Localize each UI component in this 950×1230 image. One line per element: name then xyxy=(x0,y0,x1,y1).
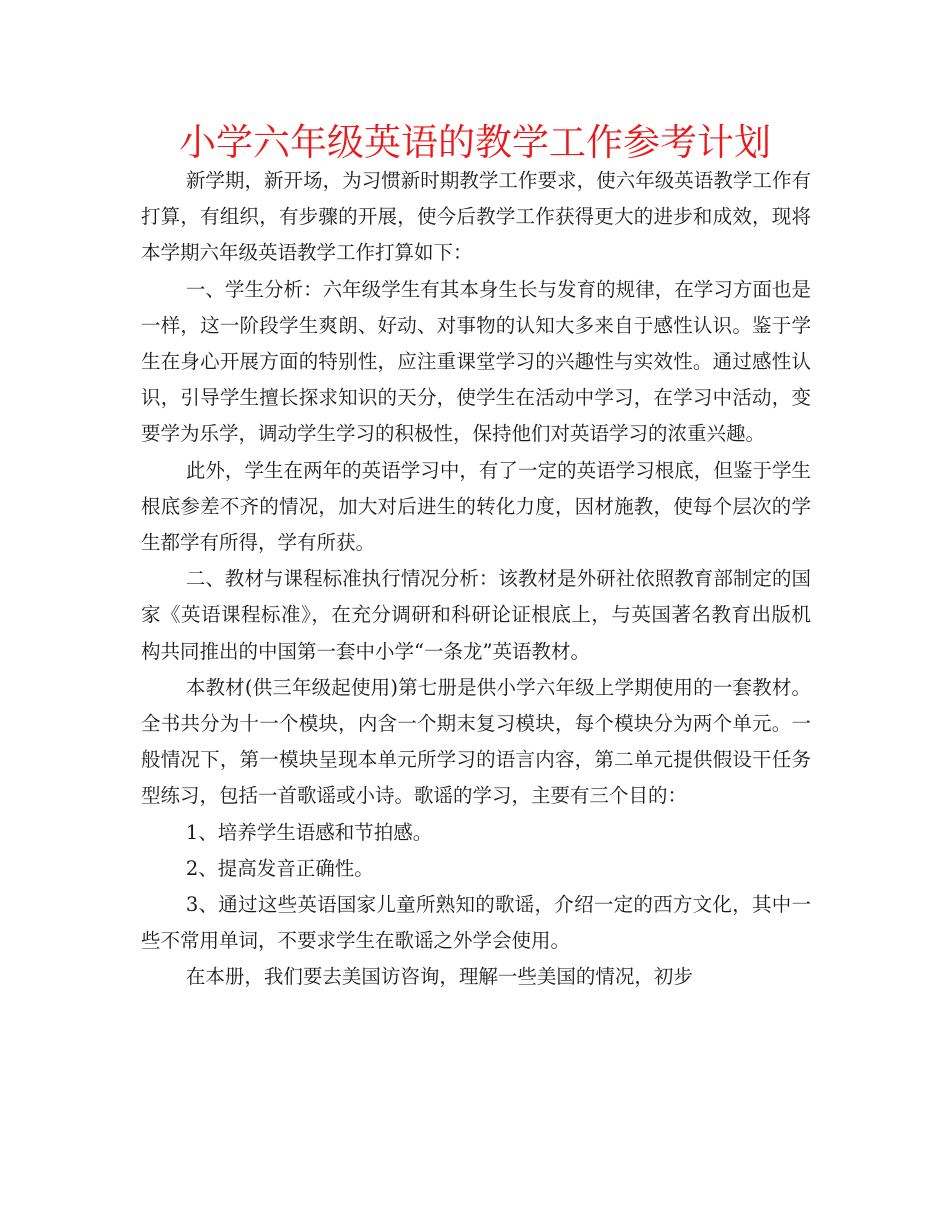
document-body xyxy=(141,163,811,996)
paragraph-textbook-analysis: 二、教材与课程标准执行情况分析：该教材是外研社依照教育部制定的国家《英语课程标准》，在充分调研和科研论证根底上，与英国著名教育出版机构共同推出的中国第一套中小学“一条龙”英语教材。 xyxy=(141,567,811,663)
paragraph-besides: 此外，学生在两年的英语学习中，有了一定的英语学习根底，但鉴于学生根底参差不齐的情况，加大对后进生的转化力度，因材施教，使每个层次的学生都学有所得，学有所获。 xyxy=(141,458,811,555)
paragraph-this-volume: 在本册，我们要去美国访咨询，理解一些美国的情况，初步 xyxy=(185,965,693,989)
list-item-2: 2、提高发音正确性。 xyxy=(185,856,374,880)
paragraph-intro: 新学期，新开场，为习惯新时期教学工作要求，使六年级英语教学工作有打算，有组织，有步骤的开展，使今后教学工作获得更大的进步和成效，现将本学期六年级英语教学工作打算如下： xyxy=(141,169,811,265)
document-title: 小学六年级英语的教学工作参考计划 xyxy=(179,121,771,164)
paragraph-student-analysis: 一、学生分析：六年级学生有其本身生长与发育的规律，在学习方面也是一样，这一阶段学生爽朗、好动、对事物的认知大多来自于感性认识。鉴于学生在身心开展方面的特别性，应注重课堂学习的兴趣性与实效性。通过感性认识，引导学生擅长探求知识的天分，使学生在活动中学习，在学习中活动，变要学为乐学，调动学生学习的积极性，保持他们对英语学习的浓重兴趣。 xyxy=(141,277,811,446)
list-item-3: 3、通过这些英语国家儿童所熟知的歌谣，介绍一定的西方文化，其中一些不常用单词，不要求学生在歌谣之外学会使用。 xyxy=(141,893,811,953)
list-item-1: 1、培养学生语感和节拍感。 xyxy=(185,820,433,844)
paragraph-textbook-structure: 本教材(供三年级起使用)第七册是供小学六年级上学期使用的一套教材。全书共分为十一个模块，内含一个期末复习模块，每个模块分为两个单元。一般情况下，第一模块呈现本单元所学习的语言内容，第二单元提供假设干任务型练习，包括一首歌谣或小诗。歌谣的学习，主要有三个目的： xyxy=(141,675,811,808)
